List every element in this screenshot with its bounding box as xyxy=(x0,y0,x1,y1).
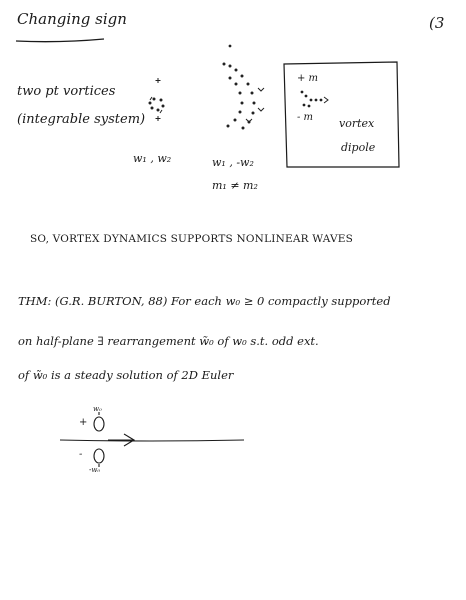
sketch-bottom-label: -w₀ xyxy=(89,466,101,474)
sketch-plus-sign: + xyxy=(79,417,88,428)
page-title: Changing sign xyxy=(17,10,127,28)
title-underline xyxy=(16,39,104,42)
nonlinear-waves-statement: SO, VORTEX DYNAMICS SUPPORTS NONLINEAR WAVES xyxy=(30,233,354,245)
axis-sketch xyxy=(60,412,244,467)
unequal-mass-label: m₁ ≠ m₂ xyxy=(212,179,258,192)
integrable-system-note: (integrable system) xyxy=(17,112,146,127)
same-sign-vortex-pair xyxy=(149,78,164,121)
opposite-sign-vortex-pair xyxy=(223,45,264,129)
dipole-plus-label: + m xyxy=(297,73,319,84)
sketch-top-label: w₀ xyxy=(93,405,102,413)
theorem-line-3: of w̃₀ is a steady solution of 2D Euler xyxy=(18,368,234,382)
theorem-line-1: THM: (G.R. BURTON, 88) For each w₀ ≥ 0 compactly supported xyxy=(18,294,391,308)
point-vortices-heading: two pt vortices xyxy=(17,84,116,99)
page-number: (3 xyxy=(429,14,445,32)
dipole-path xyxy=(301,91,328,107)
same-sign-label: w₁ , w₂ xyxy=(133,152,172,165)
opposite-sign-label: w₁ , -w₂ xyxy=(212,156,254,169)
dipole-minus-label: - m xyxy=(297,112,314,123)
theorem-line-2: on half-plane ∃ rearrangement w̃₀ of w₀ s.t. odd ext. xyxy=(18,334,319,348)
dipole-label: dipole xyxy=(341,141,376,154)
sketch-minus-sign: - xyxy=(79,449,83,460)
vortex-label: vortex xyxy=(339,117,375,130)
